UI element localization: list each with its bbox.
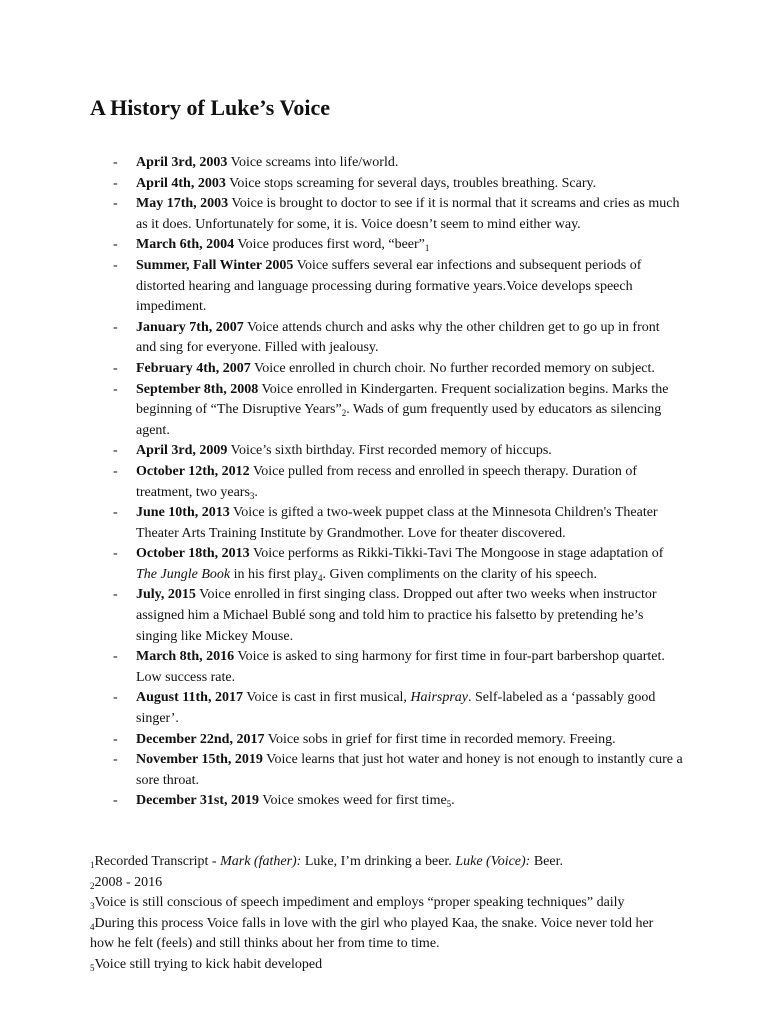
timeline-entry [113, 544, 683, 585]
timeline-entry [113, 730, 683, 751]
timeline-entry [113, 318, 683, 359]
bullet-dash: - [113, 381, 118, 397]
entry-date: October 12th, 2012 [136, 463, 250, 479]
bullet-dash: - [113, 546, 118, 562]
entry-text: Voice sobs in grief for first time in recorded memory. Freeing. [267, 731, 616, 747]
footnotes [90, 852, 680, 976]
entry-text: Voice pulled from recess and enrolled in speech therapy. Duration of treatment, two years [136, 463, 638, 500]
footnote-text: Beer. [530, 854, 563, 869]
bullet-dash: - [113, 155, 118, 170]
entry-text: Voice is gifted a two-week puppet class at the Minnesota Children's Theater Theater Arts Training Institute by Grandmother. Love for theater discovered. [136, 505, 658, 541]
entry-italic-title: The Jungle Book [136, 566, 231, 582]
bullet-dash: - [113, 257, 118, 273]
entry-text: Voice is cast in first musical, [246, 690, 411, 706]
entry-text: Voice enrolled in first singing class. Dropped out after two weeks when instructor assigned him a Michael Bublé song and told him to practice his falsetto by pretending he’s singing like Mickey Mouse. [136, 587, 657, 644]
entry-text: Voice is brought to doctor to see if it is normal that it screams and cries as much as it does. Unfortunately for some, it is. Voice doesn’t seem to mind either way. [136, 196, 680, 232]
timeline-entry [113, 153, 683, 174]
footnote-text: Recorded Transcript - [94, 854, 221, 869]
entry-date: April 3rd, 2009 [136, 443, 228, 459]
timeline-entry [113, 585, 683, 647]
entry-date: Summer, Fall Winter 2005 [136, 257, 294, 273]
timeline-entry [113, 174, 683, 195]
page-title: A History of Luke’s Voice [90, 95, 330, 120]
entry-text: Voice learns that just hot water and honey is not enough to instantly cure a sore throat. [136, 752, 683, 788]
entry-text: Voice’s sixth birthday. First recorded memory of hiccups. [230, 443, 552, 459]
entry-date: June 10th, 2013 [136, 505, 230, 521]
footnote-text: Luke, I’m drinking a beer. [301, 854, 456, 869]
entry-text: Voice produces first word, “beer” [237, 237, 425, 253]
timeline-entry [113, 688, 683, 729]
timeline-entry [113, 235, 683, 256]
timeline-entry [113, 194, 683, 235]
entry-text: Voice stops screaming for several days, troubles breathing. Scary. [229, 175, 597, 191]
footnote-number: 5 [90, 962, 95, 973]
footnote-ref: 4 [317, 572, 323, 583]
timeline-entry [113, 256, 683, 318]
entry-date: November 15th, 2019 [136, 752, 263, 768]
timeline-entry [113, 441, 683, 462]
entry-date: March 8th, 2016 [136, 649, 235, 665]
bullet-dash: - [113, 649, 118, 665]
footnote [90, 914, 680, 955]
bullet-dash: - [113, 505, 118, 521]
entry-date: August 11th, 2017 [136, 690, 243, 706]
footnote-italic: Mark (father): [220, 854, 302, 869]
footnote [90, 852, 680, 873]
footnote-number: 3 [90, 901, 95, 912]
entry-text-after: . [451, 793, 455, 809]
entry-date: October 18th, 2013 [136, 546, 250, 562]
entry-date: February 4th, 2007 [136, 360, 251, 376]
bullet-dash: - [113, 319, 118, 335]
footnote-text: Voice still trying to kick habit developed [94, 956, 323, 972]
footnote-text: Voice is still conscious of speech impediment and employs “proper speaking techniques” daily [94, 895, 625, 911]
footnote-text: During this process Voice falls in love with the girl who played Kaa, the snake. Voice never told her how he felt (feels) and still thinks about her from time to time. [90, 915, 654, 952]
entry-date: December 22nd, 2017 [136, 731, 265, 747]
entry-text: Voice attends church and asks why the other children get to go up in front and sing for everyone. Filled with jealousy. [136, 319, 660, 356]
timeline-entry [113, 462, 683, 503]
bullet-dash: - [113, 196, 118, 212]
entry-text-after: . Wads of gum frequently used by educators as silencing agent. [136, 402, 662, 438]
entry-date: September 8th, 2008 [136, 381, 259, 397]
entry-date: July, 2015 [136, 587, 196, 603]
entry-date: March 6th, 2004 [136, 237, 235, 253]
timeline-list [113, 153, 683, 812]
timeline-entry [113, 791, 683, 812]
footnote-ref: 1 [424, 243, 430, 254]
footnote-ref: 2 [341, 408, 347, 419]
footnote-number: 4 [90, 921, 95, 932]
footnote [90, 873, 680, 894]
bullet-dash: - [113, 793, 118, 809]
entry-text: Voice screams into life/world. [230, 155, 399, 170]
entry-date: December 31st, 2019 [136, 793, 259, 809]
bullet-dash: - [113, 237, 118, 253]
bullet-dash: - [113, 360, 118, 376]
entry-text-after: . [254, 484, 258, 500]
timeline-entry [113, 380, 683, 442]
entry-italic-title: Hairspray [410, 690, 468, 706]
entry-text: Voice is asked to sing harmony for first time in four-part barbershop quartet. Low success rate. [136, 649, 665, 685]
footnote-ref: 5 [446, 799, 452, 810]
footnote [90, 955, 680, 976]
entry-date: May 17th, 2003 [136, 196, 229, 212]
entry-text: Voice enrolled in church choir. No further recorded memory on subject. [253, 360, 655, 376]
entry-text: Voice enrolled in Kindergarten. Frequent socialization begins. Marks the beginning of “The Disruptive Years” [136, 381, 669, 418]
timeline-entry [113, 359, 683, 380]
timeline-entry [113, 750, 683, 791]
entry-text: Voice suffers several ear infections and subsequent periods of distorted hearing and language processing during formative years.Voice develops speech impediment. [136, 257, 642, 315]
footnote-number: 2 [90, 880, 95, 891]
bullet-dash: - [113, 175, 118, 191]
bullet-dash: - [113, 443, 118, 459]
footnote-number: 1 [90, 860, 95, 870]
entry-date: April 4th, 2003 [136, 175, 226, 191]
entry-text-mid: . Self-labeled as a ‘passably good singer’. [136, 690, 656, 727]
entry-text: Voice smokes weed for first time [262, 793, 447, 809]
entry-text-mid: in his first play [230, 566, 318, 582]
entry-text-after: . Given compliments on the clarity of his speech. [322, 566, 597, 582]
footnote-ref: 3 [249, 490, 255, 501]
bullet-dash: - [113, 731, 118, 747]
bullet-dash: - [113, 690, 118, 706]
timeline-entry [113, 503, 683, 544]
bullet-dash: - [113, 463, 118, 479]
entry-text: Voice performs as Rikki-Tikki-Tavi The Mongoose in stage adaptation of [252, 546, 664, 562]
footnote-text: 2008 - 2016 [94, 874, 163, 890]
entry-date: January 7th, 2007 [136, 319, 244, 335]
timeline-entry [113, 647, 683, 688]
entry-date: April 3rd, 2003 [136, 155, 228, 170]
footnote-italic: Luke (Voice): [455, 854, 531, 869]
bullet-dash: - [113, 587, 118, 603]
bullet-dash: - [113, 752, 118, 768]
footnote [90, 893, 680, 914]
